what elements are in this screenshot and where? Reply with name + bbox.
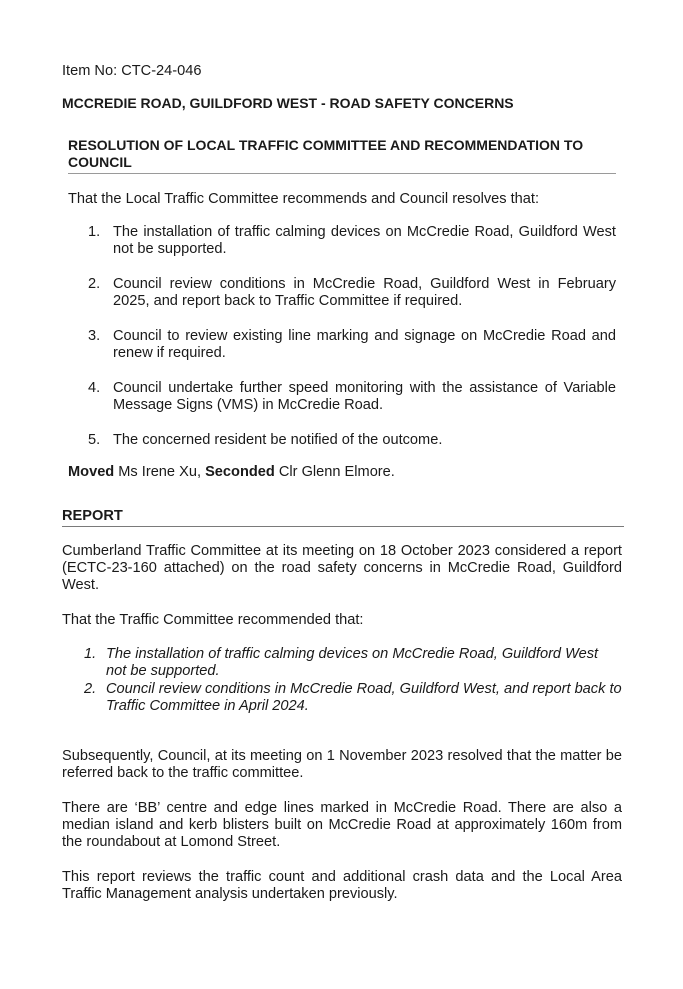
resolution-item-text: The installation of traffic calming devices on McCredie Road, Guildford West not be supported.	[113, 224, 616, 257]
report-paragraph: Cumberland Traffic Committee at its meeting on 18 October 2023 considered a report (ECTC-23-160 attached) on the road safety concerns in McCredie Road, Guildford West.	[62, 543, 622, 593]
resolution-item	[88, 380, 616, 414]
report-paragraph: Subsequently, Council, at its meeting on 1 November 2023 resolved that the matter be referred back to the traffic committee.	[62, 748, 622, 781]
recommendation-list	[84, 646, 622, 716]
resolution-item-text: Council undertake further speed monitoring with the assistance of Variable Message Signs (VMS) in McCredie Road.	[113, 380, 616, 413]
resolution-item	[88, 276, 616, 310]
resolution-item-number: 5.	[88, 432, 101, 448]
resolution-item-number: 4.	[88, 380, 101, 396]
seconded-label: Seconded	[205, 464, 275, 480]
item-number: Item No: CTC-24-046	[62, 63, 202, 79]
report-paragraph: There are ‘BB’ centre and edge lines marked in McCredie Road. There are also a median island and kerb blisters built on McCredie Road at approximately 160m from the roundabout at Lomond Street.	[62, 800, 622, 850]
recommendation-item	[84, 646, 622, 680]
report-paragraph: This report reviews the traffic count and additional crash data and the Local Area Traffic Management analysis undertaken previously.	[62, 869, 622, 902]
resolution-item	[88, 224, 616, 258]
resolution-heading: RESOLUTION OF LOCAL TRAFFIC COMMITTEE AND RECOMMENDATION TO COUNCIL	[68, 137, 616, 174]
document-title: MCCREDIE ROAD, GUILDFORD WEST - ROAD SAFETY CONCERNS	[62, 95, 514, 111]
resolution-item-text: Council to review existing line marking and signage on McCredie Road and renew if required.	[113, 328, 616, 361]
recommendation-item-number: 1.	[84, 646, 97, 662]
seconded-by: Clr Glenn Elmore.	[274, 464, 395, 480]
resolution-item-number: 2.	[88, 276, 101, 292]
resolution-intro: That the Local Traffic Committee recommends and Council resolves that:	[68, 191, 539, 207]
recommendation-item-text: The installation of traffic calming devices on McCredie Road, Guildford West not be supported.	[106, 646, 599, 679]
report-paragraph: That the Traffic Committee recommended that:	[62, 612, 364, 628]
report-heading: REPORT	[62, 508, 624, 527]
recommendation-item-text: Council review conditions in McCredie Road, Guildford West, and report back to Traffic Committee in April 2024.	[106, 681, 622, 714]
recommendation-item-number: 2.	[84, 681, 97, 697]
resolution-item-number: 1.	[88, 224, 101, 240]
resolution-item	[88, 432, 616, 449]
recommendation-item	[84, 681, 622, 715]
resolution-item-text: The concerned resident be notified of the outcome.	[113, 432, 443, 448]
moved-by: Ms Irene Xu,	[114, 464, 206, 480]
resolution-item-text: Council review conditions in McCredie Road, Guildford West in February 2025, and report back to Traffic Committee if required.	[113, 276, 616, 309]
resolution-item-number: 3.	[88, 328, 101, 344]
resolution-list	[88, 224, 616, 467]
moved-label: Moved	[68, 464, 115, 480]
resolution-item	[88, 328, 616, 362]
moved-seconded-line	[68, 464, 395, 481]
